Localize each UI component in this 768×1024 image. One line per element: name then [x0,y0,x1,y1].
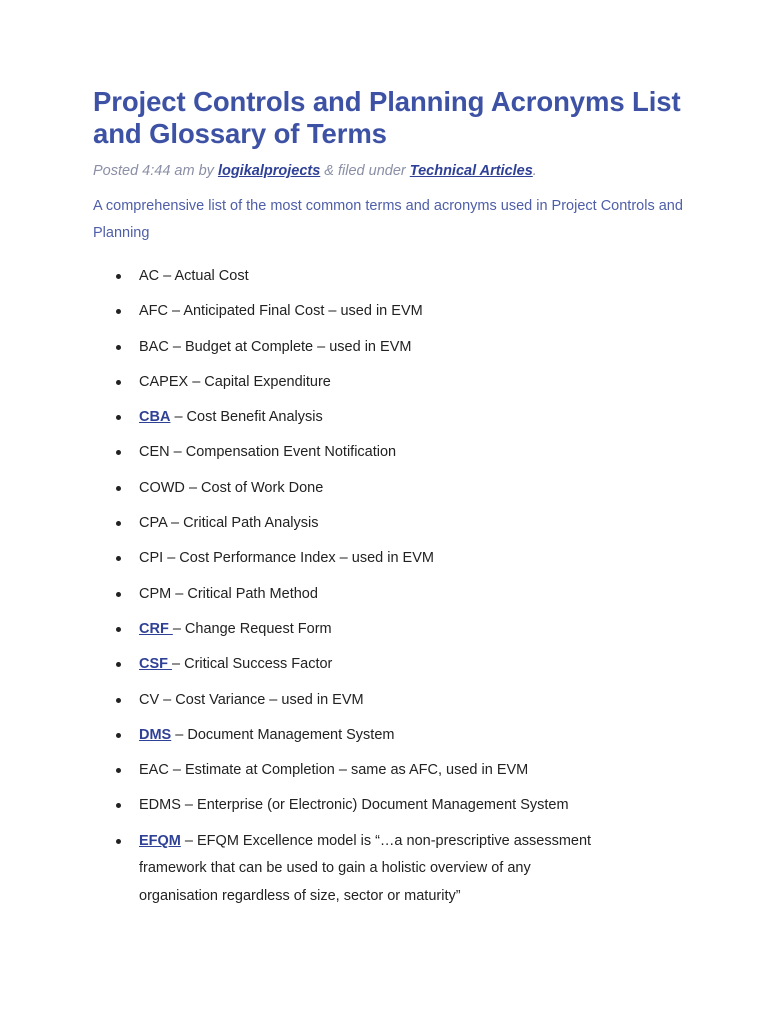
glossary-item [93,334,653,362]
glossary-term: CEN [139,444,170,461]
glossary-term: CPA [139,515,167,532]
glossary-item [93,616,653,644]
glossary-item [93,545,653,573]
bullet-icon [116,839,121,844]
glossary-term: CAPEX [139,373,189,390]
glossary-term-link[interactable]: CSF [139,656,173,673]
glossary-definition: – Cost Performance Index – used in EVM [163,550,434,567]
glossary-list [93,263,653,918]
glossary-item [93,439,653,467]
glossary-definition: – Actual Cost [159,268,249,284]
glossary-item [93,510,653,538]
glossary-item [93,298,653,326]
glossary-item [93,263,653,291]
glossary-definition: – Budget at Complete – used in EVM [168,338,412,355]
glossary-term: AFC [139,303,168,320]
bullet-icon [116,803,121,808]
bullet-icon [116,733,121,738]
glossary-definition: – Document Management System [171,726,395,743]
glossary-definition: – Cost of Work Done [184,479,324,496]
bullet-icon [116,486,121,491]
glossary-item [93,722,653,750]
glossary-definition: – Capital Expenditure [188,373,331,390]
glossary-item [93,792,653,820]
bullet-icon [116,309,121,314]
bullet-icon [116,556,121,561]
glossary-term: BAC [139,338,169,355]
post-meta [93,162,537,180]
glossary-term: COWD [139,479,185,496]
glossary-definition: – Critical Path Method [171,585,318,602]
glossary-term-link[interactable]: CRF [139,620,173,637]
bullet-icon [116,415,121,420]
glossary-item [93,651,653,679]
filed-text: & filed under [320,163,410,179]
category-link[interactable]: Technical Articles [409,163,533,179]
author-link[interactable]: logikalprojects [217,163,321,179]
bullet-icon [116,592,121,597]
bullet-icon [116,380,121,385]
glossary-term: CPM [139,585,172,602]
bullet-icon [116,698,121,703]
bullet-icon [116,521,121,526]
glossary-item [93,404,653,432]
glossary-definition: – Estimate at Completion – same as AFC, used in EVM [168,762,529,779]
glossary-term-link[interactable]: DMS [139,726,172,743]
glossary-term-link[interactable]: EFQM [139,832,181,849]
bullet-icon [116,274,121,279]
glossary-term: EAC [139,762,169,779]
meta-period: . [532,163,537,179]
bullet-icon [116,450,121,455]
glossary-term: CV [139,691,160,708]
bullet-icon [116,345,121,350]
glossary-definition: – Cost Variance – used in EVM [159,691,364,708]
glossary-item [93,581,653,609]
intro-paragraph: A comprehensive list of the most common terms and acronyms used in Project Controls and Planning [93,198,683,241]
glossary-definition: – Critical Path Analysis [166,515,319,532]
glossary-item [93,687,653,715]
glossary-term-link[interactable]: CBA [139,409,171,426]
glossary-term: EDMS [139,797,181,814]
bullet-icon [116,662,121,667]
glossary-definition: – Critical Success Factor [172,656,333,673]
glossary-term: CPI [139,550,164,567]
glossary-definition: – EFQM Excellence model is “…a non-prescriptive assessment framework that can be used to gain a holistic overview of any organisation regardless of size, sector or maturity” [139,832,592,904]
glossary-definition: – Anticipated Final Cost – used in EVM [168,303,423,320]
bullet-icon [116,627,121,632]
glossary-item [93,828,609,911]
glossary-term: AC [139,268,160,284]
bullet-icon [116,768,121,773]
glossary-definition: – Compensation Event Notification [169,444,397,461]
glossary-item [93,757,653,785]
glossary-item [93,475,653,503]
glossary-definition: – Change Request Form [172,620,332,637]
glossary-definition: – Cost Benefit Analysis [170,409,323,426]
glossary-item [93,369,653,397]
posted-text: Posted 4:44 am by [93,163,218,179]
page-title: Project Controls and Planning Acronyms List and Glossary of Terms [93,86,681,149]
glossary-definition: – Enterprise (or Electronic) Document Management System [180,797,569,814]
